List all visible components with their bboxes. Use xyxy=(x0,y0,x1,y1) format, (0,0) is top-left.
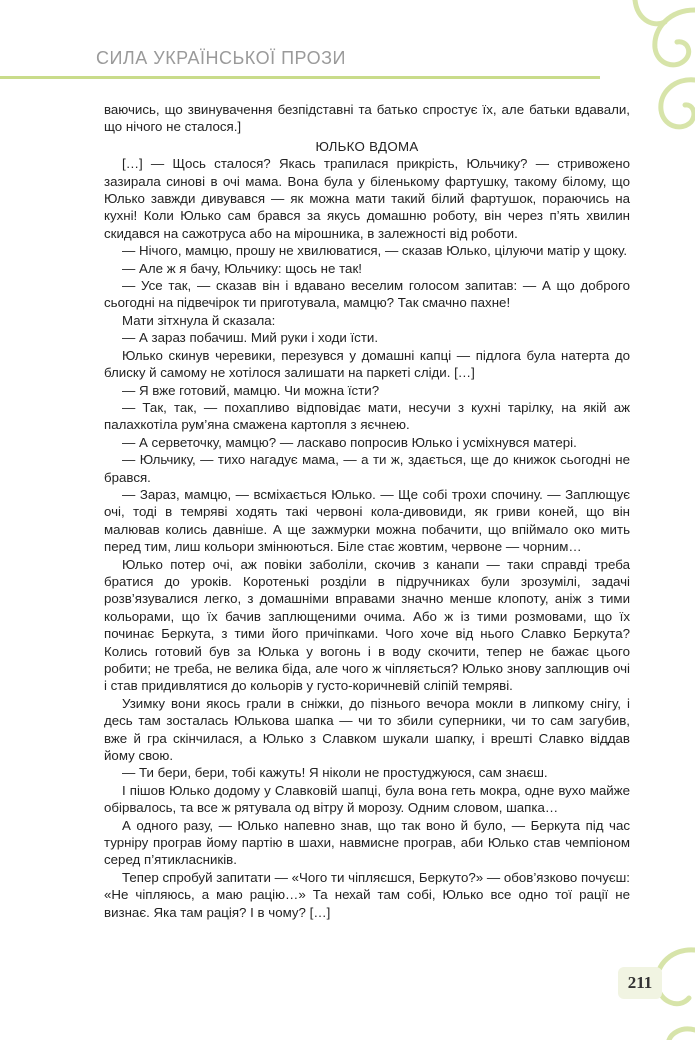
running-title: СИЛА УКРАЇНСЬКОЇ ПРОЗИ xyxy=(96,48,346,68)
paragraph: — А зараз побачиш. Мий руки і ходи їсти. xyxy=(122,330,379,346)
section-title: ЮЛЬКО ВДОМА xyxy=(315,138,419,154)
continuation-paragraph: ваючись, що звинувачення безпідставні та батько спростує їх, але батьки вдавали, що нічого не сталося.] xyxy=(104,102,630,135)
page-header xyxy=(0,0,695,110)
paragraph: Тепер спробуй запитати — «Чого ти чіпляєшся, Беркуто?» — обов’язково почуєш: «Не чіпляюсь, а маю рацію…» Та нехай там собі, Юлько все одно тої рації не визнає. Яка там рація? І в чому? […] xyxy=(104,869,630,920)
main-text xyxy=(104,101,630,921)
paragraph: […] — Щось сталося? Якась трапилася прикрість, Юльчику? — стривожено зазирала синові в очі мама. Вона була у біленькому фартушку, такому білому, що Юлько завжди дивувався — як можна мати такий білий фартушок, пораючись на кухні! Коли Юлько сам брався за якусь домашню роботу, він через п’ять хвилин скидався на сажотруса або на мірошника, в залежності від роботи. xyxy=(104,156,630,241)
paragraph: Юлько скинув черевики, перезувся у домашні капці — підлога була натерта до блиску й самому не хотілося залишати на паркеті сліди. […] xyxy=(104,347,630,381)
paragraph: — Я вже готовий, мамцю. Чи можна їсти? xyxy=(122,382,380,398)
paragraph: — Ти бери, бери, тобі кажуть! Я ніколи не простуджуюся, сам знаєш. xyxy=(122,765,548,781)
paragraph: Узимку вони якось грали в сніжки, до пізнього вечора мокли в липкому снігу, і десь там зосталась Юлькова шапка — чи то збили суперники, чи то сам загубив, вже й гра скінчилася, а Юлько з Славком шукали шапку, і врешті Славко віддав йому свою. xyxy=(104,695,630,764)
paragraph: — Зараз, мамцю, — всміхається Юлько. — Ще собі трохи спочину. — Заплющує очі, тоді в темряві ходять такі червоні кола-дивовиди, як гриви коней, що він малював колись давніше. А ще зажмурки можна побачити, що впіймало око мить перед тим, лиш кольори змінюються. Біле стає жовтим, червоне — чорним… xyxy=(104,486,630,555)
paragraph: — Усе так, — сказав він і вдавано веселим голосом запитав: — А що доброго сьогодні на підвечірок ти приготувала, мамцю? Так смачно пахне! xyxy=(104,278,630,311)
header-rule xyxy=(0,76,600,82)
paragraph: — Але ж я бачу, Юльчику: щось не так! xyxy=(122,260,362,276)
paragraph: — Юльчику, — тихо нагадує мама, — а ти ж, здається, ще до книжок сьогодні не брався. xyxy=(104,452,630,485)
page-number: 211 xyxy=(618,967,662,999)
paragraph: А одного разу, — Юлько напевно знав, що так воно й було, — Беркута під час турніру програв йому партію в шахи, навмисне програв, аби Юлько став чемпіоном серед п’ятикласників. xyxy=(104,817,630,868)
paragraph: Юлько потер очі, аж повіки заболіли, скочив з канапи — таки справді треба братися до уроків. Коротенькі розділи в підручниках були зрозумілі, задачі розв’язувалися легко, з домашніми вправами значно менше клопоту, аніж з тими кольорами, що їх бачив заплющеними очима. Або ж із тими розмовами, що їх починає Беркута, з тими його причіпками. Чого хоче від нього Славко Беркута? Колись готовий був за Юлька у вогонь і в воду скочити, тепер не бажає цього робити; не треба, не велика біда, але чого ж чіпляється? Юлько знову заплющив очі і став придивлятися до кольорів у густо-коричневій сліпій темряві. xyxy=(104,556,630,694)
paragraph: — А серветочку, мамцю? — ласкаво попросив Юлько і усміхнувся матері. xyxy=(122,434,577,450)
paragraph: — Так, так, — похапливо відповідає мати, несучи з кухні тарілку, на якій аж палахкотіла рум’яна смажена картопля з яєчнею. xyxy=(104,399,630,433)
paragraph: — Нічого, мамцю, прошу не хвилюватися, — сказав Юлько, цілуючи матір у щоку. xyxy=(122,243,628,259)
paragraph: Мати зітхнула й сказала: xyxy=(122,312,276,328)
paragraph: І пішов Юлько додому у Славковій шапці, була вона геть мокра, одне вухо майже обірвалось, та все ж рятувала од вітру й морозу. Одним словом, шапка… xyxy=(104,782,630,816)
